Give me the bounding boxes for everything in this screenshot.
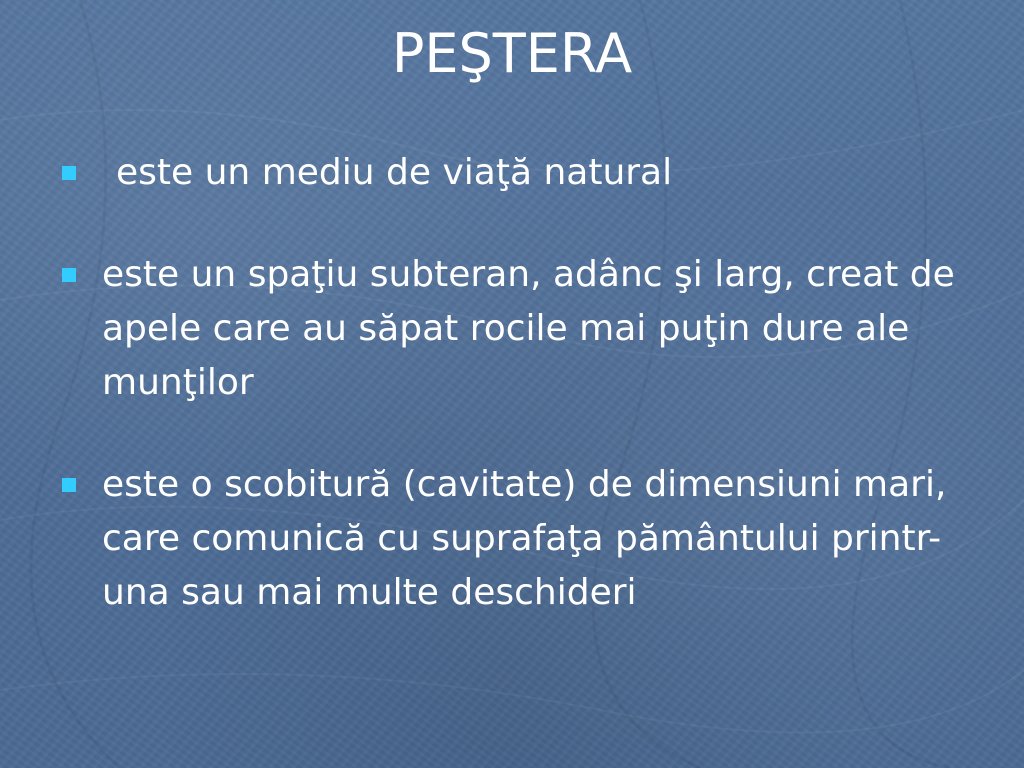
bullet-text: este un mediu de viaţă natural [116, 152, 673, 193]
bullet-text: este o scobitură (cavitate) de dimensiuni mari, care comunică cu suprafaţa pământului printr-una sau mai multe deschideri [102, 464, 947, 613]
bullet-item [62, 146, 962, 200]
square-bullet-icon [62, 268, 76, 282]
square-bullet-icon [62, 166, 76, 180]
bullet-list [62, 146, 962, 620]
square-bullet-icon [62, 478, 76, 492]
bullet-item [62, 248, 962, 410]
bullet-item [62, 458, 962, 620]
bullet-text: este un spaţiu subteran, adânc şi larg, creat de apele care au săpat rocile mai puţin dure ale munţilor [102, 254, 955, 403]
slide-title: PEŞTERA [391, 22, 633, 85]
